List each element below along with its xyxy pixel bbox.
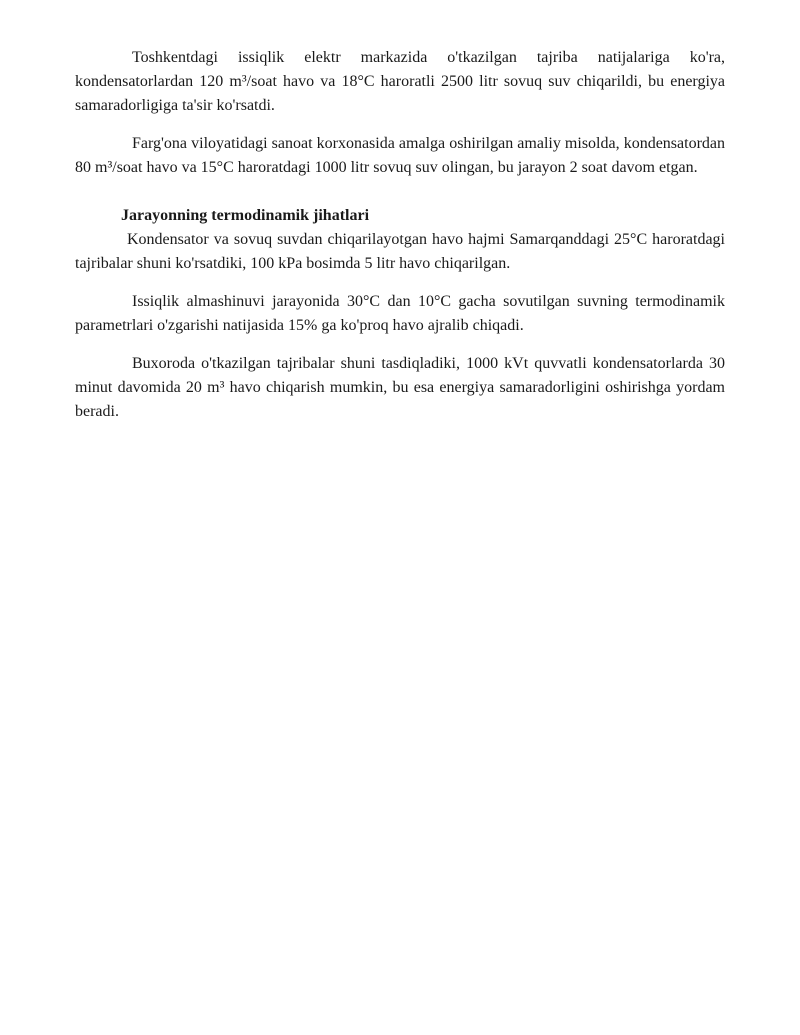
paragraph-fergana-example: Farg'ona viloyatidagi sanoat korxonasida amalga oshirilgan amaliy misolda, kondensatordan 80 m³/soat havo va 15°C haroratdagi 1000 litr sovuq suv olingan, bu jarayon 2 soat davom etgan.: [75, 135, 725, 176]
paragraph-bukhara-experiment: Buxoroda o'tkazilgan tajribalar shuni tasdiqladiki, 1000 kVt quvvatli kondensatorlarda 30 minut davomida 20 m³ havo chiqarish mumkin, bu esa energiya samaradorligini oshirishga yordam beradi.: [75, 355, 725, 420]
paragraph-samarkand-experiment: Kondensator va sovuq suvdan chiqarilayotgan havo hajmi Samarqanddagi 25°C haroratdagi tajribalar shuni ko'rsatdiki, 100 kPa bosimda 5 litr havo chiqarilgan.: [75, 231, 725, 272]
section-heading: Jarayonning termodinamik jihatlari: [121, 207, 370, 224]
document-page: [75, 46, 725, 424]
paragraph-heat-exchange: Issiqlik almashinuvi jarayonida 30°C dan 10°C gacha sovutilgan suvning termodinamik parametrlari o'zgarishi natijasida 15% ga ko'proq havo ajralib chiqadi.: [75, 293, 725, 334]
paragraph-tashkent-experiment: Toshkentdagi issiqlik elektr markazida o'tkazilgan tajriba natijalariga ko'ra, kondensatorlardan 120 m³/soat havo va 18°C haroratli 2500 litr sovuq suv chiqarildi, bu energiya samaradorligiga ta'sir ko'rsatdi.: [75, 49, 725, 114]
